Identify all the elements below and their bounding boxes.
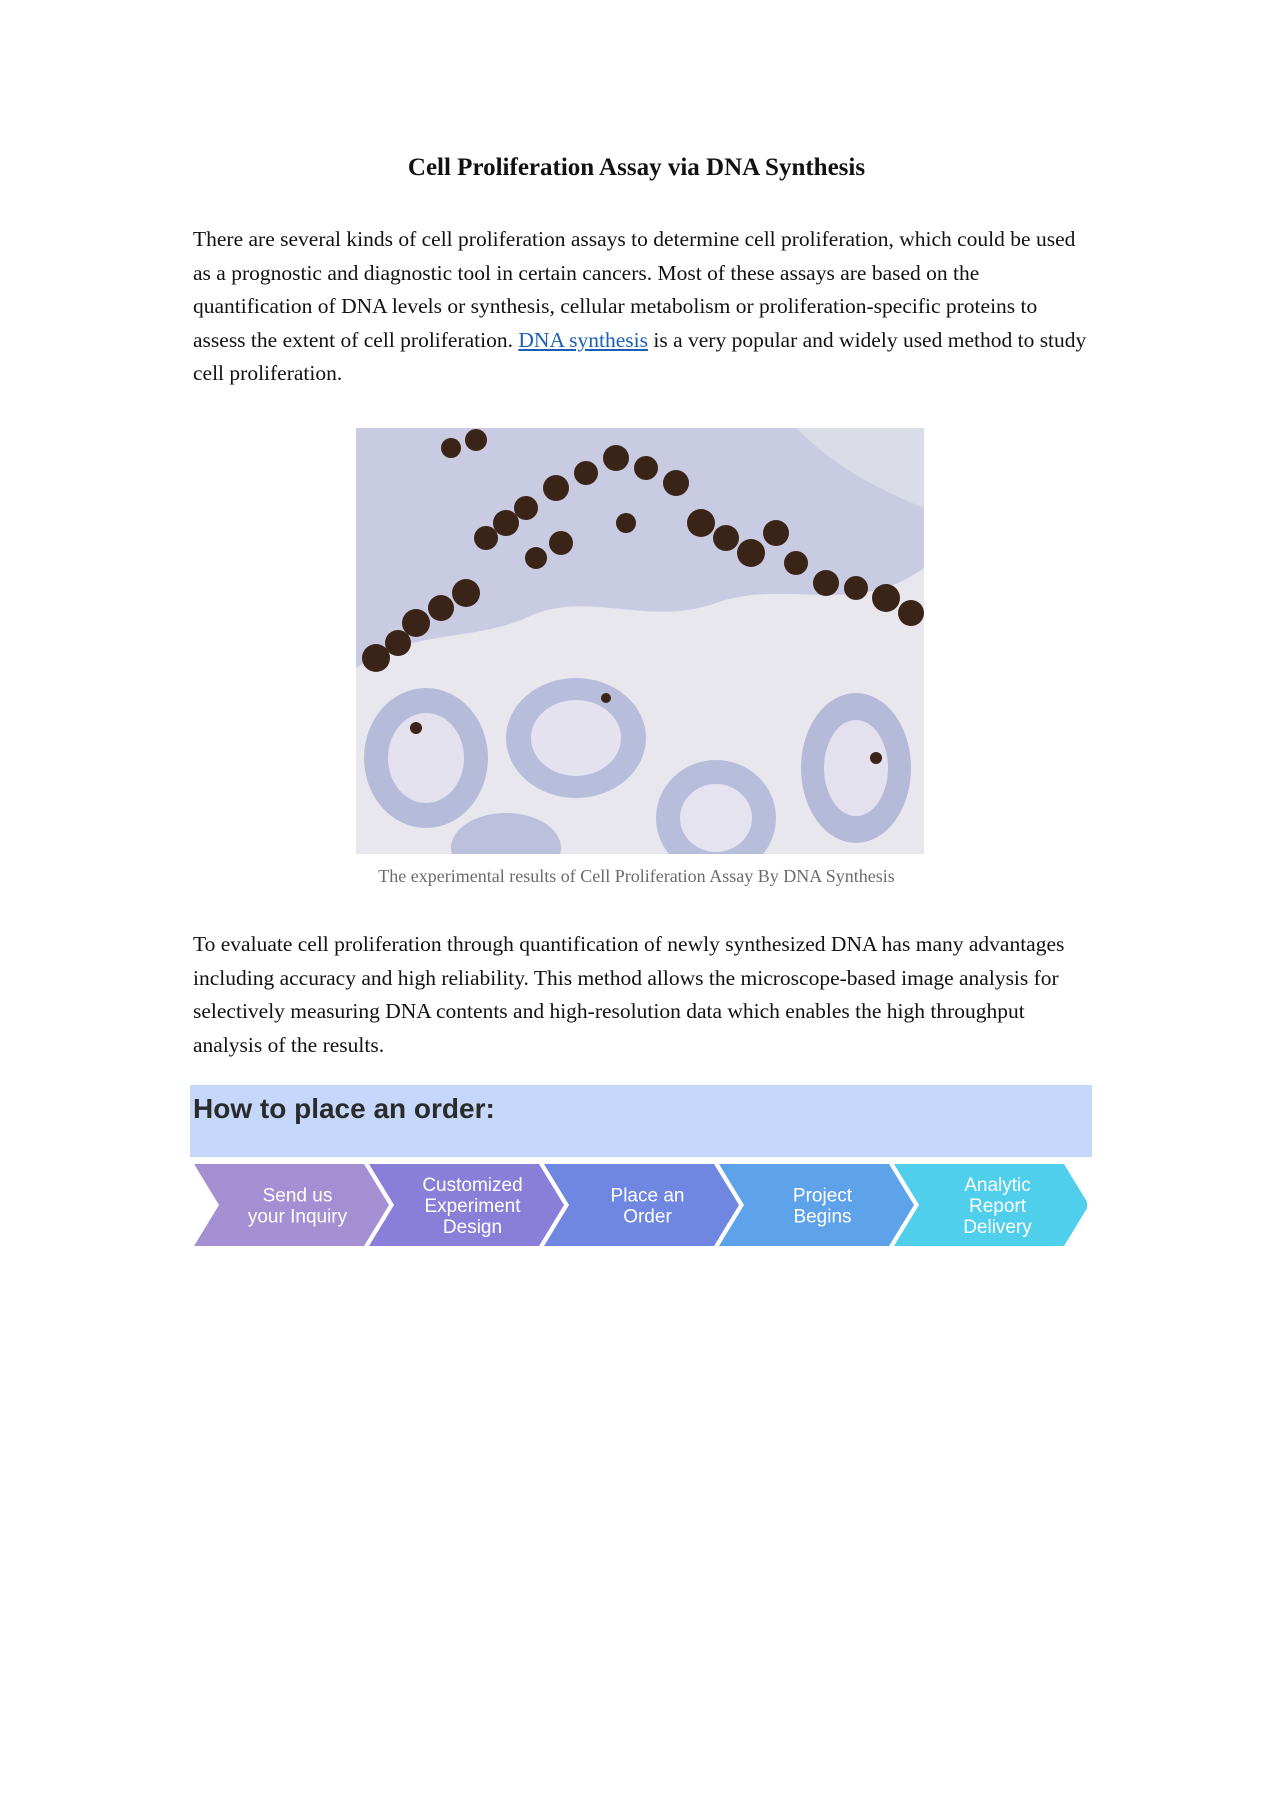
order-step-label: Place an xyxy=(610,1185,685,1207)
order-step-label: Customized xyxy=(422,1175,523,1196)
order-step-label: Design xyxy=(442,1217,503,1238)
order-step-label: Order xyxy=(623,1206,672,1228)
order-step-label: Analytic xyxy=(964,1175,1031,1196)
body-paragraph: To evaluate cell proliferation through quantification of newly synthesized DNA has many advantages including accuracy and high reliability. This method allows the microscope-based image analysis for selectively measuring DNA contents and high-resolution data which enables the high throughput analysis of the results. xyxy=(193,932,1065,1057)
order-step-2 xyxy=(369,1164,564,1246)
order-section-header xyxy=(190,1085,1092,1157)
order-step-label: Delivery xyxy=(963,1217,1032,1238)
order-step-label: Project xyxy=(792,1185,853,1207)
order-heading: How to place an order: xyxy=(193,1093,495,1124)
dna-synthesis-link[interactable]: DNA synthesis xyxy=(518,327,648,352)
order-step-label: Experiment xyxy=(424,1196,521,1217)
figure-caption: The experimental results of Cell Proliferation Assay By DNA Synthesis xyxy=(378,866,895,886)
order-step-label: Report xyxy=(968,1196,1027,1217)
order-step-1 xyxy=(194,1164,389,1246)
intro-text: There are several kinds of cell proliferation assays to determine cell proliferation, which could be used as a prognostic and diagnostic tool in certain cancers. Most of these assays are based on the quantification of DNA levels or synthesis, cellular metabolism or proliferation-specific proteins to assess the extent of cell proliferation. xyxy=(193,227,1076,352)
order-step-4 xyxy=(719,1164,914,1246)
order-step-label: your Inquiry xyxy=(247,1206,348,1228)
order-steps xyxy=(194,1164,1087,1246)
intro-text-end: is a very popular and widely used method to study cell proliferation. xyxy=(193,327,1087,386)
order-step-3 xyxy=(544,1164,739,1246)
page-title: Cell Proliferation Assay via DNA Synthesis xyxy=(407,154,866,181)
order-step-5 xyxy=(894,1164,1087,1246)
microscopy-image xyxy=(356,428,924,854)
intro-paragraph xyxy=(193,223,1093,391)
order-step-label: Begins xyxy=(793,1206,852,1228)
order-step-label: Send us xyxy=(262,1185,333,1207)
